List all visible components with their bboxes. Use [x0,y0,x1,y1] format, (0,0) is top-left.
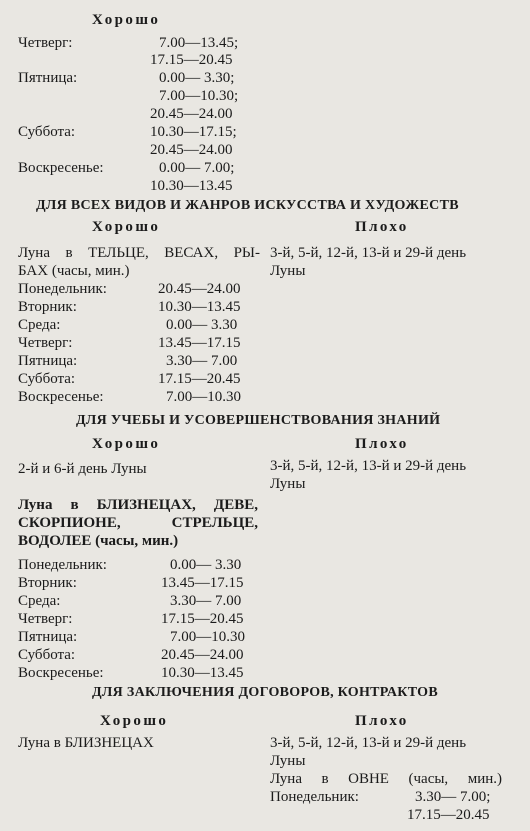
good-label: Хорошо [92,12,161,28]
day-label: Понедельник: [18,281,107,297]
day-label: Воскресенье: [18,160,104,176]
moon-signs-cont: БАХ (часы, мин.) [18,263,130,279]
time-range: 10.30—13.45 [150,178,233,194]
day-label: Четверг: [18,335,73,351]
time-range: 20.45—24.00 [161,647,244,663]
good-label: Хорошо [92,436,161,452]
time-range: 10.30—13.45 [158,299,241,315]
time-range: 10.30—17.15; [150,124,237,140]
moon-signs: Луна в ТЕЛЬЦЕ, ВЕСАХ, РЫ- [18,245,260,261]
time-range: 10.30—13.45 [161,665,244,681]
moon-signs: Луна в БЛИЗНЕЦАХ, ДЕВЕ, [18,497,258,513]
section-heading: ДЛЯ УЧЕБЫ И УСОВЕРШЕНСТВОВАНИЯ ЗНАНИЙ [76,413,441,428]
time-range: 7.00—10.30 [166,389,241,405]
section-heading: ДЛЯ ЗАКЛЮЧЕНИЯ ДОГОВОРОВ, КОНТРАКТОВ [92,685,439,700]
day-label: Среда: [18,593,61,609]
good-label: Хорошо [92,219,161,235]
bad-days-cont: Луны [270,476,306,492]
time-range: 0.00— 3.30; [159,70,235,86]
day-label: Пятница: [18,629,78,645]
time-range: 17.15—20.45 [407,807,490,823]
moon-signs-cont: ВОДОЛЕЕ (часы, мин.) [18,533,179,549]
day-label: Суббота: [18,124,76,140]
time-range: 17.15—20.45 [150,52,233,68]
bad-label: Плохо [355,219,409,235]
good-days: 2-й и 6-й день Луны [18,461,147,477]
day-label: Пятница: [18,70,78,86]
bad-moon: Луна в ОВНЕ (часы, мин.) [270,771,502,787]
day-label: Среда: [18,317,61,333]
day-label: Пятница: [18,353,78,369]
bad-days: 3-й, 5-й, 12-й, 13-й и 29-й день [270,735,467,751]
time-range: 7.00—13.45; [159,35,239,51]
bad-days: 3-й, 5-й, 12-й, 13-й и 29-й день [270,245,467,261]
time-range: 13.45—17.15 [158,335,241,351]
moon-signs-cont: СКОРПИОНЕ, СТРЕЛЬЦЕ, [18,515,258,531]
time-range: 0.00— 7.00; [159,160,235,176]
day-label: Воскресенье: [18,389,104,405]
bad-label: Плохо [355,713,409,729]
time-range: 7.00—10.30; [159,88,239,104]
time-range: 17.15—20.45 [161,611,244,627]
day-label: Четверг: [18,35,73,51]
good-label: Хорошо [100,713,169,729]
day-label: Четверг: [18,611,73,627]
time-range: 7.00—10.30 [170,629,245,645]
day-label: Понедельник: [18,557,107,573]
time-range: 3.30— 7.00; [415,789,491,805]
day-label: Вторник: [18,299,77,315]
time-range: 20.45—24.00 [150,106,233,122]
day-label: Суббота: [18,371,76,387]
time-range: 20.45—24.00 [150,142,233,158]
day-label: Вторник: [18,575,77,591]
section-heading: ДЛЯ ВСЕХ ВИДОВ И ЖАНРОВ ИСКУССТВА И ХУДОЖЕСТВ [36,198,459,213]
day-label: Воскресенье: [18,665,104,681]
bad-days-cont: Луны [270,263,306,279]
bad-days-cont: Луны [270,753,306,769]
day-label: Суббота: [18,647,76,663]
time-range: 0.00— 3.30 [170,557,242,573]
good-moon: Луна в БЛИЗНЕЦАХ [18,735,154,751]
bad-label: Плохо [355,436,409,452]
time-range: 17.15—20.45 [158,371,241,387]
bad-days: 3-й, 5-й, 12-й, 13-й и 29-й день [270,458,467,474]
time-range: 3.30— 7.00 [170,593,242,609]
time-range: 0.00— 3.30 [166,317,238,333]
time-range: 13.45—17.15 [161,575,244,591]
day-label: Понедельник: [270,789,359,805]
time-range: 3.30— 7.00 [166,353,238,369]
time-range: 20.45—24.00 [158,281,241,297]
